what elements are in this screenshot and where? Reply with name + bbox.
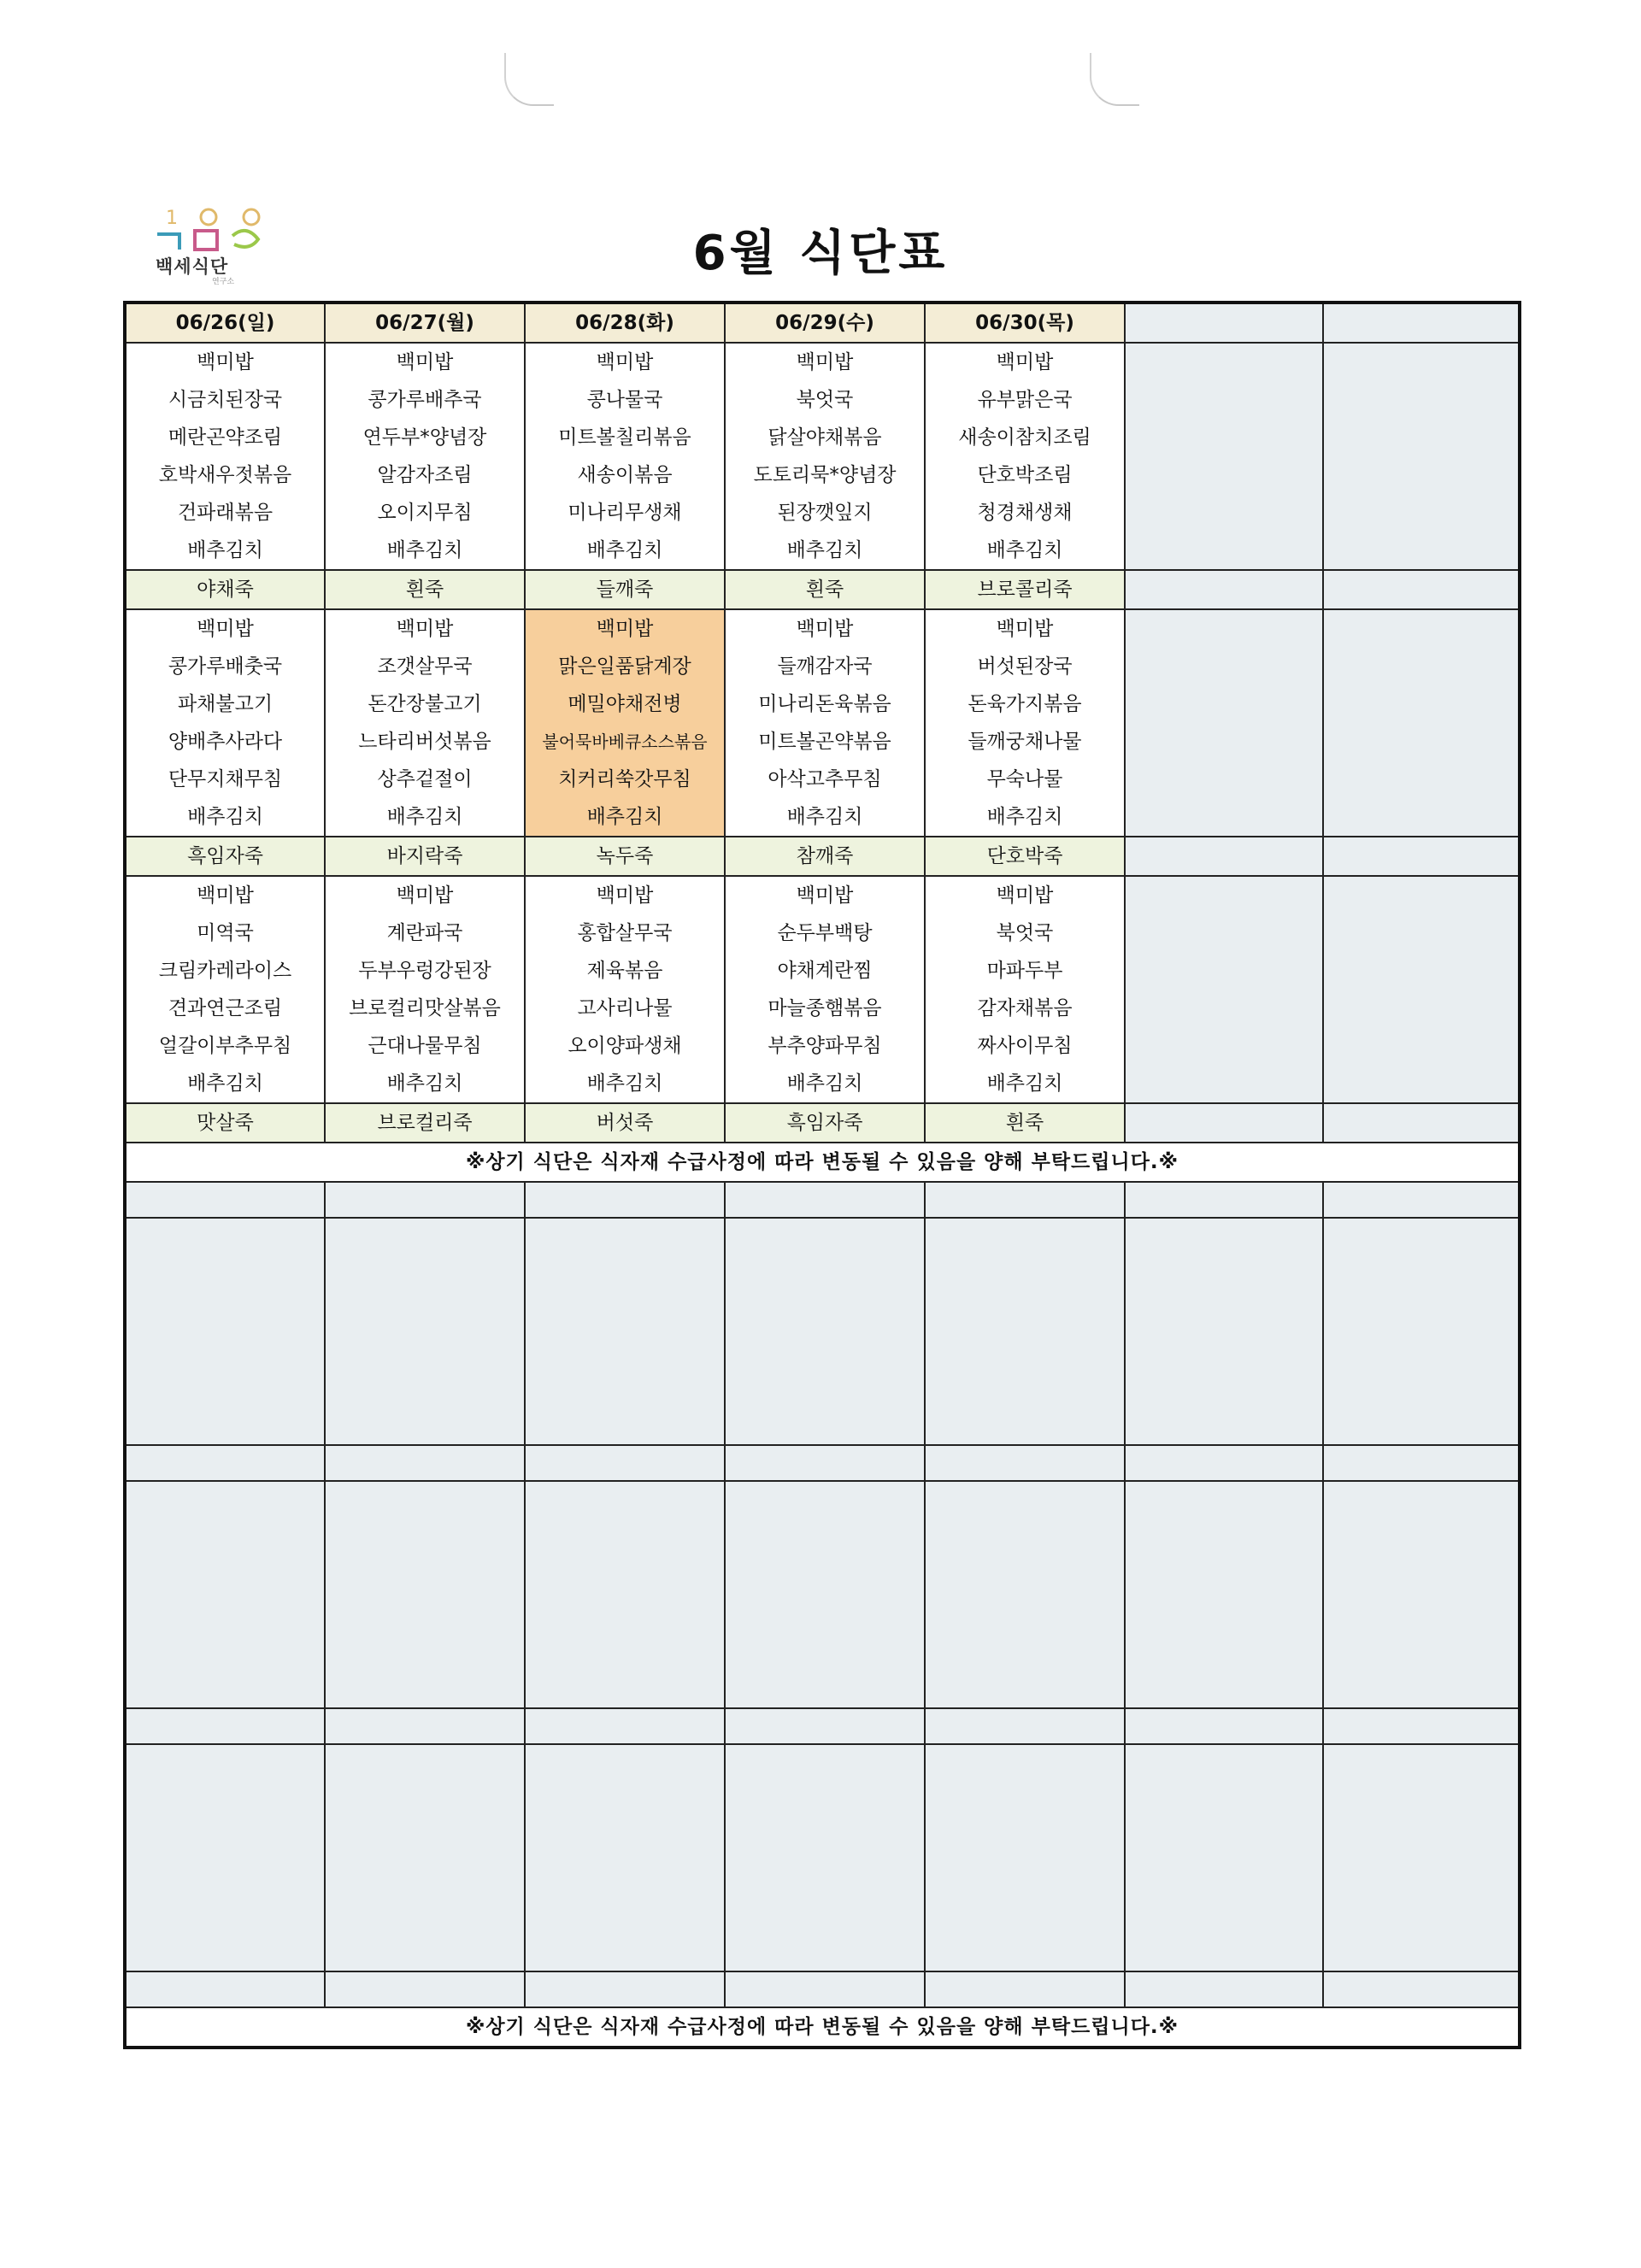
empty-cell <box>325 1445 525 1481</box>
empty-cell <box>525 1744 725 1971</box>
meal-cell <box>125 876 325 1103</box>
empty-cell <box>1125 1971 1323 2007</box>
dish: 상추겉절이 <box>377 768 473 790</box>
date-cell: 06/30(목) <box>925 303 1125 343</box>
dish: 시금치된장국 <box>168 389 283 411</box>
dish: 제육볶음 <box>586 960 663 982</box>
page-title: 6월 식단표 <box>692 226 949 281</box>
dish: 야채계란찜 <box>777 960 873 982</box>
empty-cell <box>1125 343 1323 570</box>
dish: 무숙나물 <box>986 768 1063 790</box>
empty-cell <box>1323 1103 1520 1143</box>
empty-cell <box>1125 1708 1323 1744</box>
dish: 청경채생채 <box>977 502 1073 524</box>
dish: 배추김치 <box>586 1072 663 1095</box>
empty-cell <box>725 1218 925 1445</box>
dish: 단무지채무침 <box>168 768 283 790</box>
empty-cell <box>325 1744 525 1971</box>
dish: 도토리묵*양념장 <box>753 464 897 486</box>
dish: 콩나물국 <box>586 389 663 411</box>
empty-cell <box>1323 1481 1520 1708</box>
empty-cell <box>125 1218 325 1445</box>
punch-hole-left <box>504 53 554 106</box>
porridge-cell: 맛살죽 <box>125 1103 325 1143</box>
empty-cell <box>1323 837 1520 876</box>
dish: 백미밥 <box>596 618 654 640</box>
porridge-cell: 흰죽 <box>925 1103 1125 1143</box>
dish: 조갯살무국 <box>377 655 473 678</box>
empty-cell <box>925 1445 1125 1481</box>
dish: 근대나물무침 <box>368 1035 482 1057</box>
porridge-cell: 바지락죽 <box>325 837 525 876</box>
empty-cell <box>1323 343 1520 570</box>
meal-cell <box>325 609 525 837</box>
empty-cell <box>1323 1708 1520 1744</box>
dish: 견과연근조림 <box>168 997 283 1019</box>
empty-cell <box>325 1182 525 1218</box>
empty-cell <box>1125 570 1323 609</box>
empty-cell <box>525 1218 725 1445</box>
dish: 배추김치 <box>187 539 263 561</box>
date-cell: 06/28(화) <box>525 303 725 343</box>
empty-cell <box>1323 1971 1520 2007</box>
empty-cell <box>725 1708 925 1744</box>
date-cell: 06/26(일) <box>125 303 325 343</box>
dish: 새송이참치조림 <box>958 426 1091 449</box>
empty-cell <box>125 1182 325 1218</box>
notice-row <box>125 1143 1520 1182</box>
empty-cell <box>925 1218 1125 1445</box>
empty-cell <box>1125 837 1323 876</box>
dish: 들깨감자국 <box>777 655 873 678</box>
dish: 감자채볶음 <box>977 997 1073 1019</box>
dish: 백미밥 <box>197 618 254 640</box>
dish: 돈간장불고기 <box>368 693 482 715</box>
dish: 오이지무침 <box>377 502 473 524</box>
dish: 배추김치 <box>386 1072 463 1095</box>
dish: 백미밥 <box>396 884 454 907</box>
empty-cell <box>1125 303 1323 343</box>
dish: 파채불고기 <box>177 693 274 715</box>
dish: 백미밥 <box>996 884 1054 907</box>
empty-cell <box>725 1971 925 2007</box>
date-header-row <box>125 303 1520 343</box>
dinner-row <box>125 609 1520 837</box>
porridge-cell: 흰죽 <box>725 570 925 609</box>
meal-cell <box>925 343 1125 570</box>
empty-cell <box>1125 1218 1323 1445</box>
porridge-cell: 브로컬리죽 <box>325 1103 525 1143</box>
dish: 메란곤약조림 <box>168 426 283 449</box>
dish: 배추김치 <box>986 539 1063 561</box>
meal-cell <box>525 876 725 1103</box>
dish: 배추김치 <box>786 1072 863 1095</box>
empty-cell <box>125 1708 325 1744</box>
empty-cell <box>325 1218 525 1445</box>
dish: 건파래볶음 <box>177 502 274 524</box>
dish: 배추김치 <box>986 1072 1063 1095</box>
empty-cell <box>1125 1744 1323 1971</box>
porridge-cell: 단호박죽 <box>925 837 1125 876</box>
meal-cell-highlighted <box>525 609 725 837</box>
meal-cell <box>925 609 1125 837</box>
lunch-row <box>125 343 1520 570</box>
dish: 배추김치 <box>786 539 863 561</box>
dish: 호박새우젓볶음 <box>158 464 292 486</box>
empty-cell <box>925 1971 1125 2007</box>
empty-cell <box>525 1708 725 1744</box>
porridge-cell: 야채죽 <box>125 570 325 609</box>
dish: 미트볼곤약볶음 <box>758 731 891 753</box>
meal-cell <box>725 343 925 570</box>
empty-cell <box>525 1182 725 1218</box>
empty-cell <box>1323 1445 1520 1481</box>
dish: 부추양파무침 <box>768 1035 882 1057</box>
empty-cell <box>525 1481 725 1708</box>
dish: 고사리나물 <box>577 997 673 1019</box>
meal-cell <box>325 876 525 1103</box>
bottom-notice-text: ※상기 식단은 식자재 수급사정에 따라 변동될 수 있음을 양해 부탁드립니다.※ <box>125 2007 1520 2048</box>
empty-cell <box>125 1481 325 1708</box>
dish: 백미밥 <box>996 618 1054 640</box>
dish: 닭살야채볶음 <box>768 426 882 449</box>
empty-cell <box>125 1971 325 2007</box>
empty-row <box>125 1971 1520 2007</box>
dish: 미트볼칠리볶음 <box>558 426 691 449</box>
porridge-cell: 흰죽 <box>325 570 525 609</box>
empty-cell <box>1323 1744 1520 1971</box>
punch-hole-right <box>1090 53 1139 106</box>
date-cell: 06/27(월) <box>325 303 525 343</box>
dish: 된장깻잎지 <box>777 502 873 524</box>
dish: 계란파국 <box>386 922 463 944</box>
dish: 돈육가지볶음 <box>968 693 1082 715</box>
empty-cell <box>1125 1481 1323 1708</box>
dish: 불어묵바베큐소스볶음 <box>542 732 708 752</box>
dish: 두부우렁강된장 <box>358 960 491 982</box>
empty-cell <box>1323 570 1520 609</box>
lunch-porridge-row <box>125 570 1520 609</box>
dish: 배추김치 <box>586 539 663 561</box>
meal-table <box>123 301 1521 2049</box>
dish: 느타리버섯볶음 <box>358 731 491 753</box>
empty-cell <box>1323 876 1520 1103</box>
dish: 백미밥 <box>796 884 854 907</box>
empty-cell <box>325 1708 525 1744</box>
svg-text:1: 1 <box>166 208 178 229</box>
meal-cell <box>525 343 725 570</box>
dish: 백미밥 <box>197 884 254 907</box>
dish: 오이양파생채 <box>568 1035 682 1057</box>
dish: 백미밥 <box>197 351 254 373</box>
porridge-cell: 들깨죽 <box>525 570 725 609</box>
empty-cell <box>1323 1218 1520 1445</box>
porridge-cell: 흑임자죽 <box>125 837 325 876</box>
empty-cell <box>725 1744 925 1971</box>
dish: 배추김치 <box>386 539 463 561</box>
dish: 미역국 <box>197 922 254 944</box>
dish: 마파두부 <box>986 960 1063 982</box>
empty-cell <box>125 1744 325 1971</box>
empty-row <box>125 1218 1520 1445</box>
empty-cell <box>325 1971 525 2007</box>
empty-cell <box>1323 1182 1520 1218</box>
dish: 연두부*양념장 <box>362 426 487 449</box>
empty-cell <box>325 1481 525 1708</box>
empty-row <box>125 1744 1520 1971</box>
meal-cell <box>725 609 925 837</box>
dish: 버섯된장국 <box>977 655 1073 678</box>
dish: 알감자조림 <box>377 464 473 486</box>
porridge-cell: 브로콜리죽 <box>925 570 1125 609</box>
dish: 브로컬리맛살볶음 <box>349 997 501 1019</box>
bottom-notice-row <box>125 2007 1520 2048</box>
dish: 아삭고추무침 <box>768 768 882 790</box>
empty-row <box>125 1481 1520 1708</box>
dish: 백미밥 <box>596 351 654 373</box>
empty-cell <box>725 1182 925 1218</box>
porridge-cell: 참깨죽 <box>725 837 925 876</box>
breakfast-porridge-row <box>125 1103 1520 1143</box>
dish: 콩가루배추국 <box>368 389 482 411</box>
dish: 백미밥 <box>796 618 854 640</box>
dish: 배추김치 <box>986 806 1063 828</box>
dish: 맑은일품닭계장 <box>558 655 691 678</box>
empty-cell <box>725 1481 925 1708</box>
breakfast-row <box>125 876 1520 1103</box>
dish: 백미밥 <box>396 351 454 373</box>
dish: 백미밥 <box>596 884 654 907</box>
porridge-cell: 버섯죽 <box>525 1103 725 1143</box>
dish: 북엇국 <box>796 389 854 411</box>
meal-cell <box>125 609 325 837</box>
date-cell: 06/29(수) <box>725 303 925 343</box>
empty-cell <box>1125 609 1323 837</box>
porridge-cell: 녹두죽 <box>525 837 725 876</box>
meal-cell <box>725 876 925 1103</box>
empty-cell <box>925 1744 1125 1971</box>
logo-title: 백세식단 <box>156 256 229 277</box>
dish: 북엇국 <box>996 922 1054 944</box>
dish: 미나리무생채 <box>568 502 682 524</box>
dish: 양배추사라다 <box>168 731 283 753</box>
empty-cell <box>1125 1445 1323 1481</box>
dish: 얼갈이부추무침 <box>158 1035 292 1057</box>
dish: 미나리돈육볶음 <box>758 693 891 715</box>
empty-cell <box>925 1182 1125 1218</box>
dish: 배추김치 <box>187 806 263 828</box>
dish: 들깨궁채나물 <box>968 731 1082 753</box>
dish: 마늘종햄볶음 <box>768 997 882 1019</box>
empty-cell <box>925 1708 1125 1744</box>
dish: 배추김치 <box>386 806 463 828</box>
dish: 배추김치 <box>586 806 663 828</box>
meal-cell <box>925 876 1125 1103</box>
empty-row <box>125 1182 1520 1218</box>
dish: 메밀야채전병 <box>568 693 682 715</box>
dish: 단호박조림 <box>977 464 1073 486</box>
empty-cell <box>1125 876 1323 1103</box>
dish: 새송이볶음 <box>577 464 673 486</box>
dish: 백미밥 <box>396 618 454 640</box>
empty-row <box>125 1445 1520 1481</box>
porridge-cell: 흑임자죽 <box>725 1103 925 1143</box>
empty-cell <box>925 1481 1125 1708</box>
dish: 치커리쑥갓무침 <box>558 768 691 790</box>
empty-cell <box>725 1445 925 1481</box>
dish: 크림카레라이스 <box>158 960 292 982</box>
notice-text: ※상기 식단은 식자재 수급사정에 따라 변동될 수 있음을 양해 부탁드립니다.※ <box>125 1143 1520 1182</box>
meal-cell <box>125 343 325 570</box>
dish: 콩가루배춧국 <box>168 655 283 678</box>
dish: 배추김치 <box>187 1072 263 1095</box>
empty-cell <box>125 1445 325 1481</box>
dish: 배추김치 <box>786 806 863 828</box>
empty-cell <box>1323 303 1520 343</box>
meal-cell <box>325 343 525 570</box>
empty-row <box>125 1708 1520 1744</box>
empty-cell <box>1323 609 1520 837</box>
dish: 순두부백탕 <box>777 922 873 944</box>
empty-cell <box>1125 1182 1323 1218</box>
dish: 홍합살무국 <box>577 922 673 944</box>
dish: 백미밥 <box>996 351 1054 373</box>
dish: 짜사이무침 <box>977 1035 1073 1057</box>
empty-cell <box>1125 1103 1323 1143</box>
empty-cell <box>525 1445 725 1481</box>
dish: 백미밥 <box>796 351 854 373</box>
empty-cell <box>525 1971 725 2007</box>
dinner-porridge-row <box>125 837 1520 876</box>
logo-subtitle: 연구소 <box>212 278 235 286</box>
dish: 유부맑은국 <box>977 389 1073 411</box>
